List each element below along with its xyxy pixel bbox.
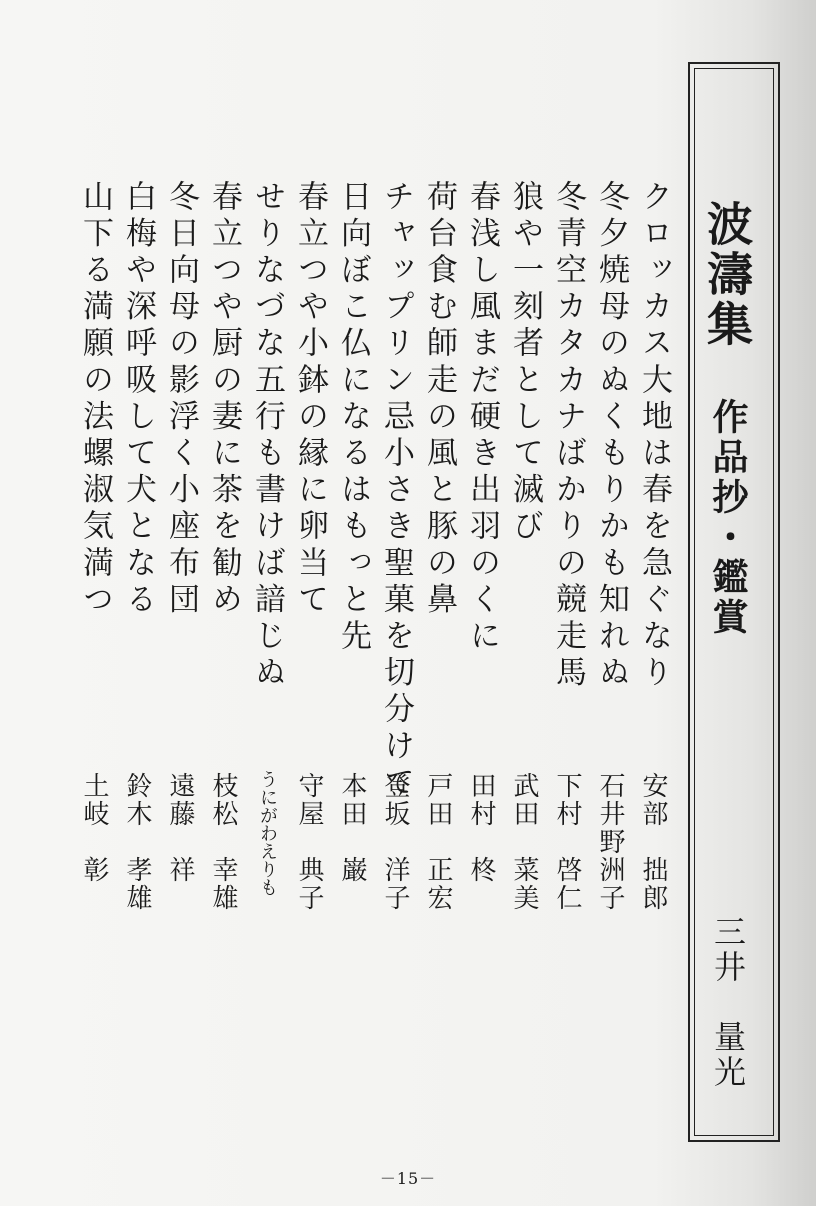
author-name: 守屋 典子 xyxy=(294,772,324,912)
haiku-line: 日向ぼこ仏になるはもっと先 xyxy=(335,180,371,656)
haiku-line: 狼や一刻者として滅び xyxy=(507,180,543,546)
page-number: －15－ xyxy=(379,1169,437,1188)
haiku-line: 春浅し風まだ硬き出羽のくに xyxy=(464,180,500,656)
haiku-line: チャップリン忌小さき聖菓を切分けて xyxy=(378,180,414,803)
haiku-line: 荷台食む師走の風と豚の鼻 xyxy=(421,180,457,620)
author-name: 安部 拙郎 xyxy=(638,772,668,912)
haiku-line: 春立つや小鉢の縁に卵当て xyxy=(292,180,328,620)
author-name: 田村 柊 xyxy=(466,772,496,884)
author-name: 下村 啓仁 xyxy=(552,772,582,912)
section-subtitle: 作品抄・鑑賞 xyxy=(707,398,749,638)
author-name: 遠藤 祥 xyxy=(165,772,195,884)
haiku-line: 冬青空カタカナばかりの競走馬 xyxy=(550,180,586,693)
haiku-line: 冬夕焼母のぬくもりかも知れぬ xyxy=(593,180,629,693)
haiku-line: 白梅や深呼吸して犬となる xyxy=(120,180,156,620)
author-name: 枝松 幸雄 xyxy=(208,772,238,912)
author-name: 戸田 正宏 xyxy=(423,772,453,912)
haiku-line: 山下る満願の法螺淑気満つ xyxy=(77,180,113,620)
haiku-line: クロッカス大地は春を急ぐなり xyxy=(636,180,672,693)
haiku-line: せりなづな五行も書けば諳じぬ xyxy=(249,180,285,693)
author-name: 武田 菜美 xyxy=(509,772,539,912)
author-name: 鈴木 孝雄 xyxy=(122,772,152,912)
author-name: 本田 巌 xyxy=(337,772,367,884)
haiku-line: 冬日向母の影浮く小座布団 xyxy=(163,180,199,620)
section-title: 波濤集 xyxy=(700,200,754,350)
author-name: 登坂 洋子 xyxy=(380,772,410,912)
author-name: 土岐 彰 xyxy=(79,772,109,884)
author-name: 石井野洲子 xyxy=(595,772,625,912)
selector-name: 三井 量光 xyxy=(709,915,747,1090)
author-name: うにがわえりも xyxy=(257,770,278,896)
haiku-line: 春立つや厨の妻に茶を勧め xyxy=(206,180,242,620)
